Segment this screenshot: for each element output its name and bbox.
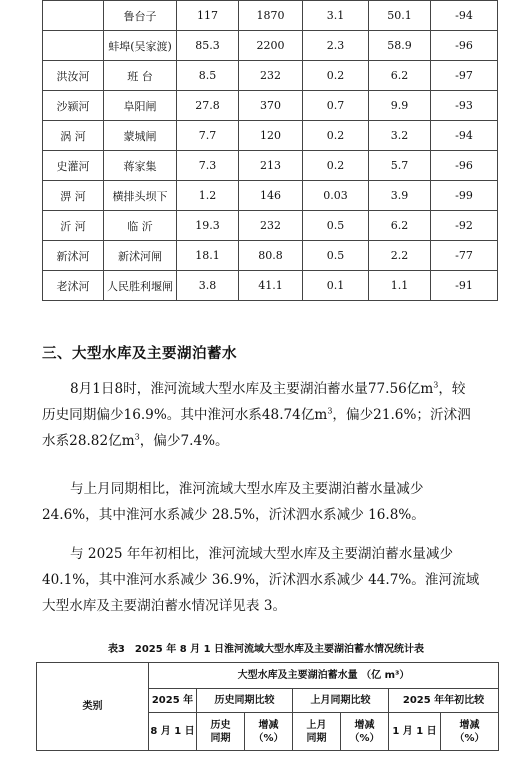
table-row <box>43 151 498 181</box>
table-row <box>43 121 498 151</box>
table-row <box>43 181 498 211</box>
value-cell: 0.2 <box>303 121 369 151</box>
value-cell: 2.3 <box>303 31 369 61</box>
paragraph-monthly-comparison: 与上月同期相比，淮河流域大型水库及主要湖泊蓄水量减少 24.6%，其中淮河水系减少 28.5%，沂沭泗水系减少 16.8%。 <box>42 481 425 523</box>
river-cell: 沂 河 <box>43 211 104 241</box>
value-cell: 8.5 <box>177 61 239 91</box>
table-row <box>43 91 498 121</box>
value-cell: 50.1 <box>369 1 431 31</box>
year-start-change-header: 增减 （%） <box>441 713 499 751</box>
jan1-header: 1 月 1 日 <box>389 713 441 751</box>
table-row <box>43 211 498 241</box>
value-cell: 58.9 <box>369 31 431 61</box>
station-cell: 新沭河闸 <box>104 241 177 271</box>
change-cell: -92 <box>431 211 498 241</box>
river-cell <box>43 1 104 31</box>
value-cell: 117 <box>177 1 239 31</box>
value-cell: 3.2 <box>369 121 431 151</box>
value-cell: 85.3 <box>177 31 239 61</box>
value-cell: 213 <box>239 151 303 181</box>
flow-table <box>42 0 498 301</box>
value-cell: 0.5 <box>303 211 369 241</box>
last-month-change-header: 增减 （%） <box>341 713 389 751</box>
last-month-period-header: 上月 同期 <box>293 713 341 751</box>
table-row <box>43 241 498 271</box>
river-cell: 新沭河 <box>43 241 104 271</box>
river-cell: 淠 河 <box>43 181 104 211</box>
change-cell: -94 <box>431 121 498 151</box>
change-cell: -97 <box>431 61 498 91</box>
river-cell: 洪汝河 <box>43 61 104 91</box>
station-cell: 人民胜利堰闸 <box>104 271 177 301</box>
change-cell: -77 <box>431 241 498 271</box>
station-cell: 阜阳闸 <box>104 91 177 121</box>
value-cell: 7.3 <box>177 151 239 181</box>
change-cell: -99 <box>431 181 498 211</box>
value-cell: 0.5 <box>303 241 369 271</box>
value-cell: 1870 <box>239 1 303 31</box>
value-cell: 41.1 <box>239 271 303 301</box>
value-cell: 0.1 <box>303 271 369 301</box>
value-cell: 120 <box>239 121 303 151</box>
change-cell: -96 <box>431 151 498 181</box>
last-month-comparison-header: 上月同期比较 <box>293 689 389 713</box>
storage-table <box>36 662 499 751</box>
station-cell: 蒙城闸 <box>104 121 177 151</box>
river-cell: 老沭河 <box>43 271 104 301</box>
year-2025-header: 2025 年 <box>149 689 197 713</box>
table-row <box>43 1 498 31</box>
change-cell: -94 <box>431 1 498 31</box>
value-cell: 2200 <box>239 31 303 61</box>
station-cell: 鲁台子 <box>104 1 177 31</box>
value-cell: 146 <box>239 181 303 211</box>
value-cell: 0.03 <box>303 181 369 211</box>
historical-comparison-header: 历史同期比较 <box>197 689 293 713</box>
station-cell: 横排头坝下 <box>104 181 177 211</box>
table-row <box>43 61 498 91</box>
paragraph-storage-summary: 8月1日8时，淮河流域大型水库及主要湖泊蓄水量77.56亿$m^3$，较 历史同期偏少16.9%。其中淮河水系48.74亿$m^3$，偏少21.6%；沂沭泗 水系28.82亿$m^3$，偏少7.4%。 <box>42 380 471 449</box>
value-cell: 80.8 <box>239 241 303 271</box>
table-row <box>43 271 498 301</box>
value-cell: 2.2 <box>369 241 431 271</box>
value-cell: 19.3 <box>177 211 239 241</box>
station-cell: 蚌埠(吴家渡) <box>104 31 177 61</box>
value-cell: 3.9 <box>369 181 431 211</box>
value-cell: 9.9 <box>369 91 431 121</box>
table3-title: 表3 2025 年 8 月 1 日淮河流域大型水库及主要湖泊蓄水情况统计表 <box>107 644 425 655</box>
value-cell: 7.7 <box>177 121 239 151</box>
value-cell: 5.7 <box>369 151 431 181</box>
change-cell: -96 <box>431 31 498 61</box>
river-cell <box>43 31 104 61</box>
change-cell: -93 <box>431 91 498 121</box>
river-cell: 史灌河 <box>43 151 104 181</box>
value-cell: 232 <box>239 61 303 91</box>
value-cell: 3.8 <box>177 271 239 301</box>
station-cell: 班 台 <box>104 61 177 91</box>
historical-period-header: 历史 同期 <box>197 713 245 751</box>
section-heading: 三、大型水库及主要湖泊蓄水 <box>42 346 237 362</box>
value-cell: 0.2 <box>303 61 369 91</box>
category-header: 类别 <box>37 663 149 751</box>
station-cell: 蒋家集 <box>104 151 177 181</box>
value-cell: 27.8 <box>177 91 239 121</box>
station-cell: 临 沂 <box>104 211 177 241</box>
value-cell: 1.1 <box>369 271 431 301</box>
value-cell: 0.2 <box>303 151 369 181</box>
value-cell: 1.2 <box>177 181 239 211</box>
year-start-comparison-header: 2025 年年初比较 <box>389 689 499 713</box>
paragraph-yearly-comparison: 与 2025 年年初相比，淮河流域大型水库及主要湖泊蓄水量减少 40.1%，其中淮河水系减少 36.9%，沂沭泗水系减少 44.7%。淮河流域 大型水库及主要湖泊蓄水情况详见表 3。 <box>42 546 480 614</box>
value-cell: 6.2 <box>369 61 431 91</box>
storage-group-header: 大型水库及主要湖泊蓄水量 （亿 m³） <box>149 663 499 689</box>
river-cell: 沙颍河 <box>43 91 104 121</box>
value-cell: 3.1 <box>303 1 369 31</box>
change-cell: -91 <box>431 271 498 301</box>
value-cell: 6.2 <box>369 211 431 241</box>
historical-change-header: 增减 （%） <box>245 713 293 751</box>
value-cell: 18.1 <box>177 241 239 271</box>
value-cell: 232 <box>239 211 303 241</box>
value-cell: 0.7 <box>303 91 369 121</box>
value-cell: 370 <box>239 91 303 121</box>
river-cell: 涡 河 <box>43 121 104 151</box>
aug1-header: 8 月 1 日 <box>149 713 197 751</box>
table-row <box>43 31 498 61</box>
